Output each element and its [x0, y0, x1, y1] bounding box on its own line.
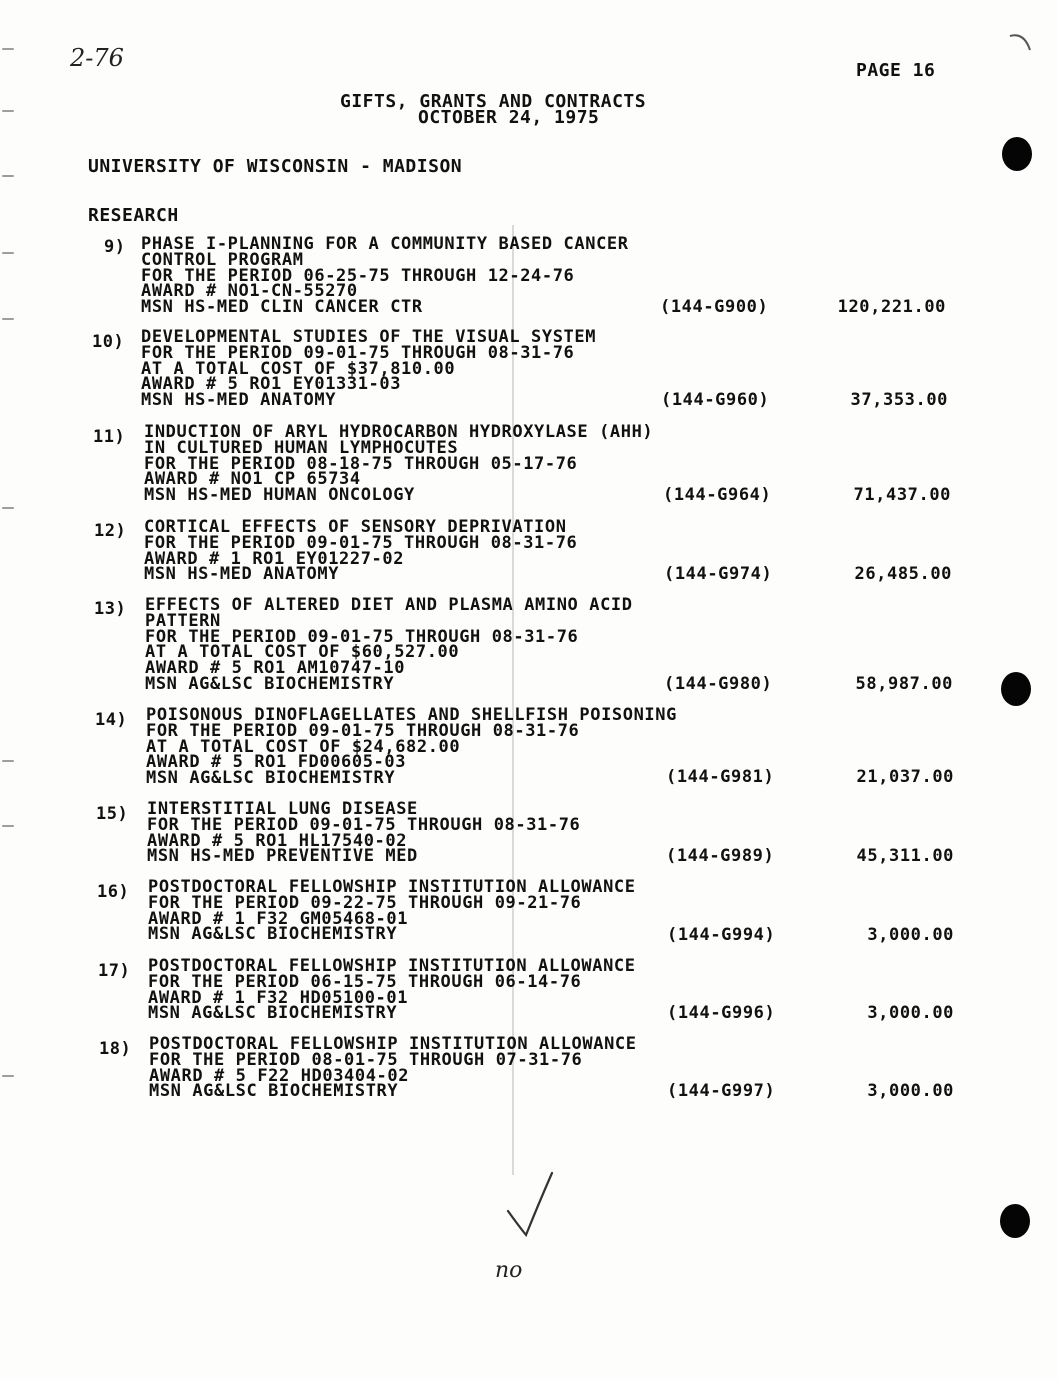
entry-description: [146, 705, 677, 789]
entry-description: [147, 799, 581, 867]
entry-line: AWARD # 1 F32 GM05468-01: [148, 908, 409, 929]
institution-name: UNIVERSITY OF WISCONSIN - MADISON: [88, 156, 463, 177]
entry-number: 10): [92, 332, 125, 352]
margin-mark: [2, 507, 14, 509]
entry-number: 12): [94, 521, 127, 541]
entry-line: AWARD # 1 RO1 EY01227-02: [144, 548, 405, 569]
entry-line: AWARD # 5 RO1 HL17540-02: [147, 830, 408, 851]
entry-line: PATTERN: [145, 610, 221, 631]
entry-line: FOR THE PERIOD 09-01-75 THROUGH 08-31-76: [144, 532, 578, 553]
entry-description: [145, 595, 633, 694]
account-code: (144-G900): [660, 297, 769, 317]
award-amount: 58,987.00: [855, 674, 953, 694]
entry-line: MSN HS-MED ANATOMY: [144, 564, 340, 585]
entry-line: AWARD # 5 RO1 AM10747-10: [145, 658, 406, 679]
award-amount: 37,353.00: [850, 390, 948, 410]
entry-number: 11): [93, 427, 126, 447]
entry-description: [144, 517, 578, 585]
entry-line: MSN AG&LSC BIOCHEMISTRY: [148, 924, 398, 945]
award-amount: 26,485.00: [854, 564, 952, 584]
page-number: PAGE 16: [856, 60, 936, 81]
entry-description: [144, 422, 654, 506]
corner-scan-mark: [1000, 30, 1040, 60]
margin-mark: [2, 760, 14, 762]
entry-line: POSTDOCTORAL FELLOWSHIP INSTITUTION ALLOWANCE: [149, 1034, 637, 1054]
document-title: GIFTS, GRANTS AND CONTRACTS: [340, 91, 647, 112]
entry-line: FOR THE PERIOD 08-01-75 THROUGH 07-31-76: [149, 1049, 583, 1070]
entry-line: FOR THE PERIOD 06-25-75 THROUGH 12-24-76: [141, 265, 575, 286]
entry-line: MSN AG&LSC BIOCHEMISTRY: [149, 1081, 399, 1102]
award-amount: 71,437.00: [853, 485, 951, 505]
entry-line: POSTDOCTORAL FELLOWSHIP INSTITUTION ALLOWANCE: [148, 956, 636, 976]
handwritten-corner-note: 2-76: [70, 44, 124, 72]
entry-line: POISONOUS DINOFLAGELLATES AND SHELLFISH POISONING: [146, 705, 677, 725]
entry-line: EFFECTS OF ALTERED DIET AND PLASMA AMINO ACID: [145, 595, 633, 615]
punch-hole: [1001, 672, 1031, 706]
entry-line: FOR THE PERIOD 06-15-75 THROUGH 06-14-76: [148, 971, 582, 992]
entry-number: 17): [98, 961, 131, 981]
margin-mark: [2, 1075, 14, 1077]
account-code: (144-G964): [663, 485, 772, 505]
margin-mark: [2, 318, 14, 320]
entry-line: INTERSTITIAL LUNG DISEASE: [147, 799, 418, 819]
entry-line: IN CULTURED HUMAN LYMPHOCUTES: [144, 437, 459, 458]
margin-mark: [2, 175, 14, 177]
margin-mark: [2, 825, 14, 827]
entry-line: MSN AG&LSC BIOCHEMISTRY: [145, 673, 395, 694]
entry-line: PHASE I-PLANNING FOR A COMMUNITY BASED CANCER: [141, 234, 629, 254]
entry-line: AWARD # NO1-CN-55270: [141, 281, 358, 302]
entry-number: 9): [104, 237, 126, 257]
entry-line: AT A TOTAL COST OF $37,810.00: [141, 358, 456, 379]
account-code: (144-G997): [667, 1081, 776, 1101]
entry-description: [148, 956, 636, 1024]
entry-number: 14): [95, 710, 128, 730]
document-date: OCTOBER 24, 1975: [418, 107, 600, 128]
entry-line: DEVELOPMENTAL STUDIES OF THE VISUAL SYSTEM: [141, 327, 597, 347]
account-code: (144-G994): [667, 925, 776, 945]
entry-line: CORTICAL EFFECTS OF SENSORY DEPRIVATION: [144, 517, 567, 537]
margin-mark: [2, 48, 14, 50]
account-code: (144-G980): [664, 674, 773, 694]
entry-line: CONTROL PROGRAM: [141, 249, 304, 270]
entry-line: FOR THE PERIOD 09-01-75 THROUGH 08-31-76: [146, 720, 580, 741]
entry-line: FOR THE PERIOD 09-01-75 THROUGH 08-31-76: [147, 814, 581, 835]
handwritten-initials: no: [495, 1258, 523, 1283]
account-code: (144-G981): [666, 767, 775, 787]
entry-line: MSN HS-MED PREVENTIVE MED: [147, 846, 418, 867]
award-amount: 120,221.00: [837, 297, 946, 317]
award-amount: 3,000.00: [867, 1081, 954, 1101]
account-code: (144-G974): [664, 564, 773, 584]
award-amount: 3,000.00: [867, 1003, 954, 1023]
entry-description: [141, 234, 629, 318]
entry-description: [148, 877, 636, 945]
entry-line: AWARD # 5 RO1 FD00605-03: [146, 752, 407, 773]
margin-mark: [2, 110, 14, 112]
entry-line: INDUCTION OF ARYL HYDROCARBON HYDROXYLASE (AHH): [144, 422, 654, 442]
award-amount: 45,311.00: [856, 846, 954, 866]
entry-number: 15): [96, 804, 129, 824]
entry-line: AWARD # 5 F22 HD03404-02: [149, 1065, 410, 1086]
entry-line: AWARD # 5 RO1 EY01331-03: [141, 374, 402, 395]
margin-mark: [2, 252, 14, 254]
entry-line: MSN HS-MED CLIN CANCER CTR: [141, 297, 423, 318]
entry-number: 13): [94, 599, 127, 619]
entry-number: 16): [97, 882, 130, 902]
entry-line: AWARD # NO1 CP 65734: [144, 469, 361, 490]
entry-line: AWARD # 1 F32 HD05100-01: [148, 987, 409, 1008]
entry-description: [149, 1034, 637, 1102]
award-amount: 3,000.00: [867, 925, 954, 945]
punch-hole: [1002, 137, 1032, 171]
entry-number: 18): [99, 1039, 132, 1059]
entry-line: POSTDOCTORAL FELLOWSHIP INSTITUTION ALLOWANCE: [148, 877, 636, 897]
checkmark-icon: [500, 1165, 570, 1245]
entry-line: MSN AG&LSC BIOCHEMISTRY: [148, 1003, 398, 1024]
account-code: (144-G960): [661, 390, 770, 410]
punch-hole: [1000, 1204, 1030, 1238]
entry-line: MSN AG&LSC BIOCHEMISTRY: [146, 768, 396, 789]
entry-line: FOR THE PERIOD 08-18-75 THROUGH 05-17-76: [144, 453, 578, 474]
entry-line: AT A TOTAL COST OF $24,682.00: [146, 736, 461, 757]
award-amount: 21,037.00: [856, 767, 954, 787]
account-code: (144-G989): [666, 846, 775, 866]
entry-line: MSN HS-MED ANATOMY: [141, 390, 337, 411]
entry-line: AT A TOTAL COST OF $60,527.00: [145, 642, 460, 663]
section-heading: RESEARCH: [88, 205, 179, 226]
entry-line: FOR THE PERIOD 09-22-75 THROUGH 09-21-76: [148, 892, 582, 913]
entry-line: FOR THE PERIOD 09-01-75 THROUGH 08-31-76: [145, 626, 579, 647]
account-code: (144-G996): [667, 1003, 776, 1023]
entry-description: [141, 327, 597, 411]
entry-line: FOR THE PERIOD 09-01-75 THROUGH 08-31-76: [141, 342, 575, 363]
entry-line: MSN HS-MED HUMAN ONCOLOGY: [144, 485, 415, 506]
